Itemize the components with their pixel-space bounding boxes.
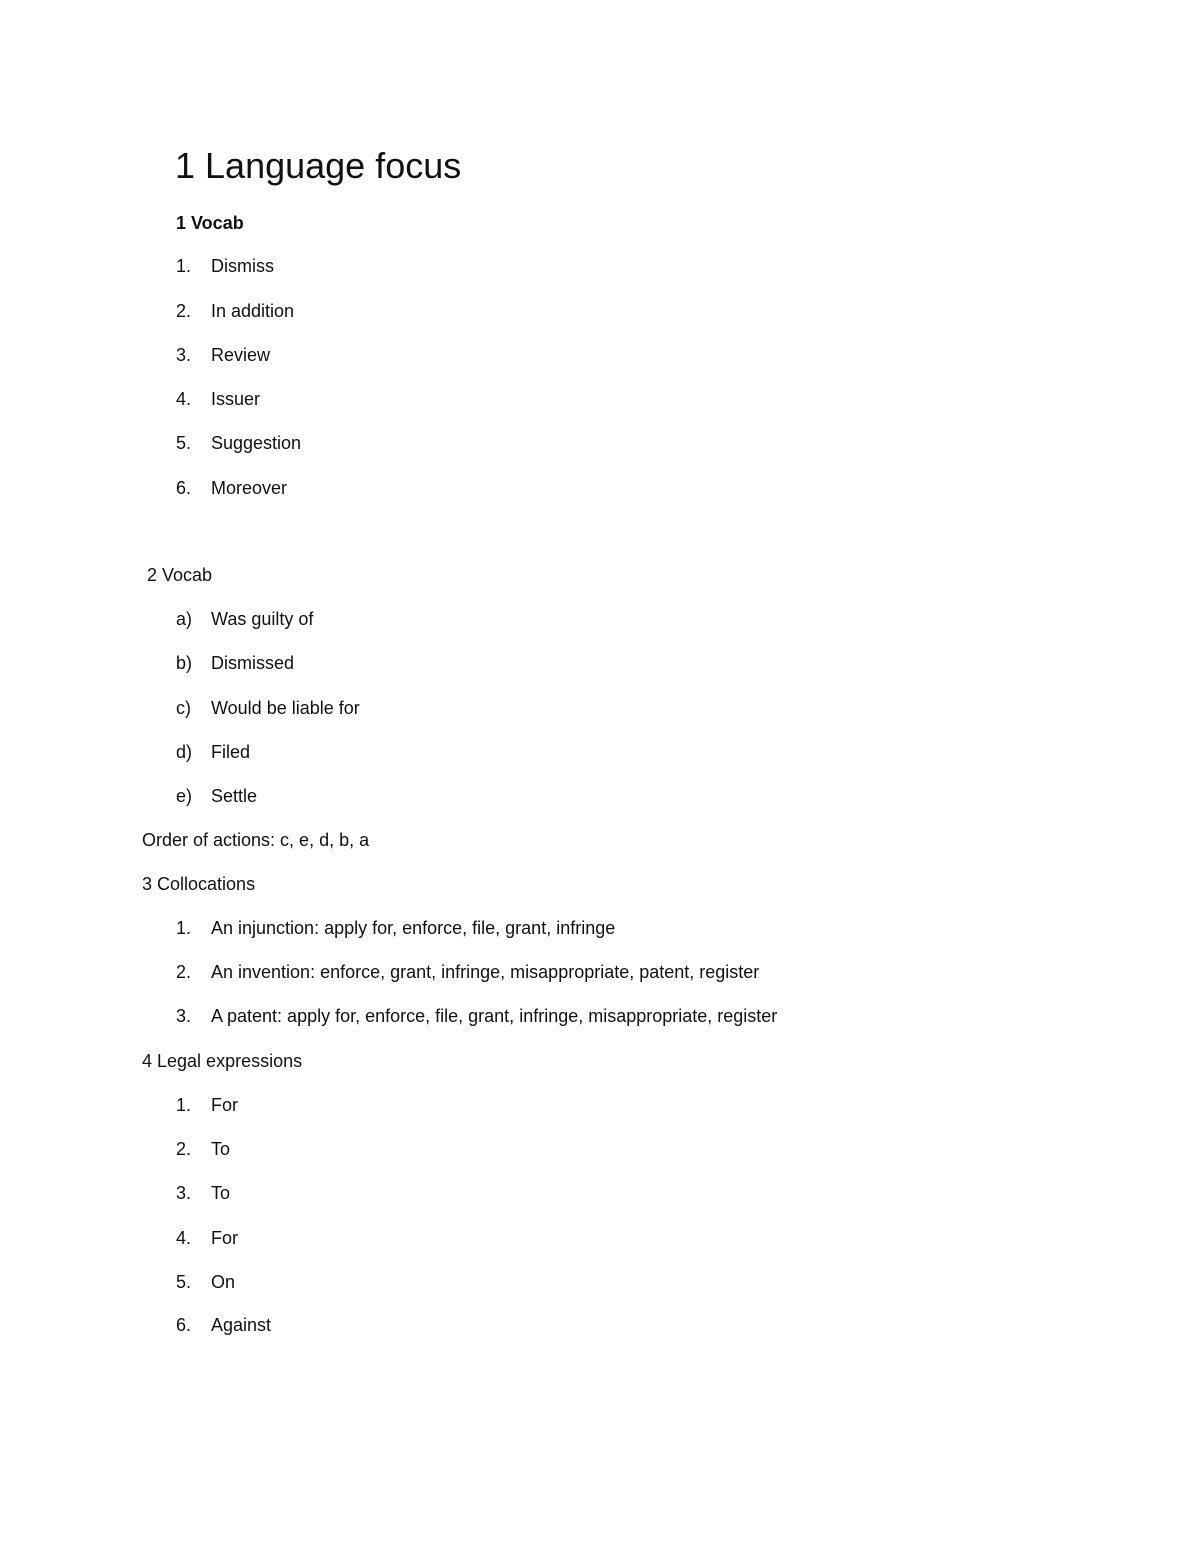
list-marker: 2. bbox=[176, 301, 192, 321]
list-item-text: Against bbox=[211, 1315, 272, 1335]
list-item-text: For bbox=[211, 1095, 238, 1115]
list-item-text: Issuer bbox=[211, 389, 261, 409]
list-item-text: A patent: apply for, enforce, file, grant, infringe, misappropriate, register bbox=[211, 1006, 778, 1026]
list-item-text: Review bbox=[211, 345, 271, 365]
list-marker: 6. bbox=[176, 478, 192, 498]
list-item-text: Would be liable for bbox=[211, 698, 360, 718]
list-item-text: Settle bbox=[211, 786, 258, 806]
list-marker: 5. bbox=[176, 1272, 192, 1292]
list-item-text: To bbox=[211, 1139, 231, 1159]
section-heading-vocab-2: 2 Vocab bbox=[147, 565, 213, 585]
page-title: 1 Language focus bbox=[175, 145, 462, 186]
list-marker: 6. bbox=[176, 1315, 192, 1335]
list-marker: d) bbox=[176, 742, 193, 762]
list-marker: b) bbox=[176, 653, 193, 673]
list-item-text: Filed bbox=[211, 742, 251, 762]
list-item-text: An invention: enforce, grant, infringe, misappropriate, patent, register bbox=[211, 962, 760, 982]
section-heading-legal-expressions: 4 Legal expressions bbox=[142, 1051, 303, 1071]
list-item-text: Dismissed bbox=[211, 653, 295, 673]
list-item-text: Dismiss bbox=[211, 256, 274, 276]
list-item-text: An injunction: apply for, enforce, file, grant, infringe bbox=[211, 918, 616, 938]
list-marker: 4. bbox=[176, 389, 192, 409]
list-marker: e) bbox=[176, 786, 193, 806]
list-item-text: To bbox=[211, 1183, 231, 1203]
list-item-text: In addition bbox=[211, 301, 295, 321]
list-item-text: For bbox=[211, 1228, 238, 1248]
list-marker: 3. bbox=[176, 1006, 192, 1026]
list-item-text: On bbox=[211, 1272, 236, 1292]
list-item-text: Suggestion bbox=[211, 433, 302, 453]
list-marker: 3. bbox=[176, 345, 192, 365]
list-item-text: Moreover bbox=[211, 478, 288, 498]
section-heading-collocations: 3 Collocations bbox=[142, 874, 256, 894]
list-marker: 5. bbox=[176, 433, 192, 453]
list-marker: c) bbox=[176, 698, 191, 718]
list-marker: 1. bbox=[176, 1095, 192, 1115]
list-marker: 1. bbox=[176, 256, 192, 276]
list-marker: a) bbox=[176, 609, 193, 629]
list-marker: 2. bbox=[176, 962, 192, 982]
list-marker: 1. bbox=[176, 918, 192, 938]
section-heading-vocab-1: 1 Vocab bbox=[176, 213, 244, 233]
list-marker: 3. bbox=[176, 1183, 192, 1203]
list-marker: 2. bbox=[176, 1139, 192, 1159]
list-item-text: Was guilty of bbox=[211, 609, 314, 629]
list-marker: 4. bbox=[176, 1228, 192, 1248]
order-of-actions: Order of actions: c, e, d, b, a bbox=[142, 830, 370, 850]
